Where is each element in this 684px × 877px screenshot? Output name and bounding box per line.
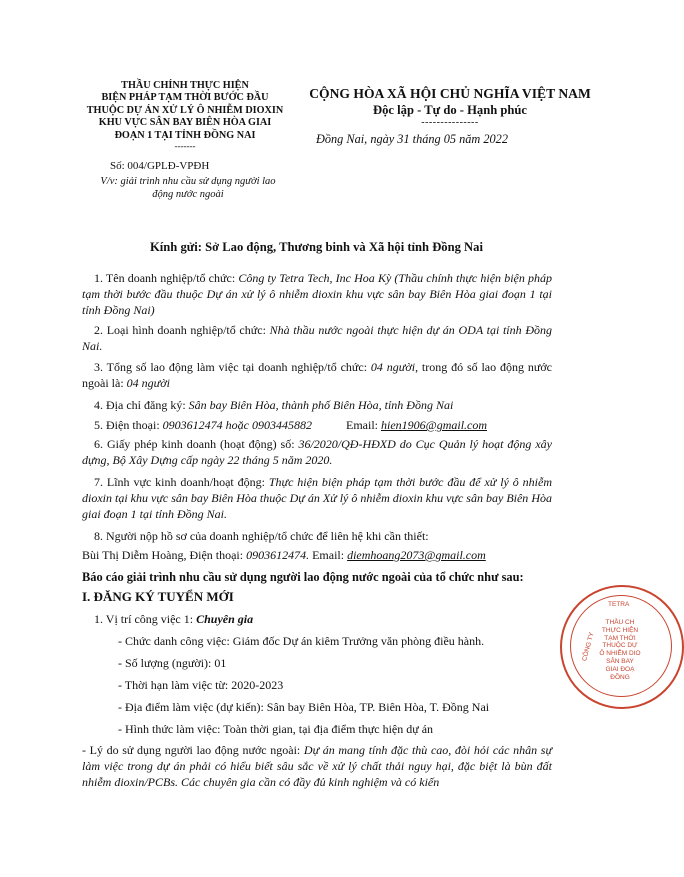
position-location: - Địa điểm làm việc (dự kiến): Sân bay Biên Hòa, TP. Biên Hòa, T. Đồng Nai [118, 700, 490, 714]
issuer-line: ĐOẠN 1 TẠI TỈNH ĐỒNG NAI [114, 129, 256, 141]
item-email [346, 417, 487, 433]
item-value: Nhà thầu nước ngoài thực hiện dự án ODA tại tỉnh Đồng Nai. [82, 323, 552, 354]
item-value: 36/2020/QĐ-HĐXD do Cục Quản lý hoạt động xây dựng, Bộ Xây Dựng cấp ngày 22 tháng 5 năm 2020. [82, 437, 552, 468]
item-label: 3. Tổng số lao động làm việc tại doanh nghiệp/tổ chức: [94, 360, 371, 374]
issuer-line: BIỆN PHÁP TẠM THỜI BƯỚC ĐẦU [101, 92, 269, 104]
item-address [94, 397, 453, 413]
issuer-line: KHU VỰC SÂN BAY BIÊN HÒA GIAI [98, 117, 272, 129]
seal-line: TẠM THỜI [604, 634, 636, 642]
item-value: Công ty Tetra Tech, Inc Hoa Kỳ (Thầu chính thực hiện biện pháp tạm thời bước đầu thuộc Dự án xử lý ô nhiễm dioxin khu vực sân bay Biên Hòa giai đoạn 1 tại tỉnh Đồng Nai) [82, 271, 552, 318]
item-value: Dự án mang tính đặc thù cao, đòi hỏi các nhân sự làm việc trong dự án phải có hiểu biết sâu sắc về xử lý chất thải nguy hại, đặc biệt là bùn đất nhiễm dioxin/PCBs. Các chuyên gia cần có đầy đủ kinh nghiệm và có kiến [82, 743, 552, 790]
seal-line: ĐỒNG [610, 673, 630, 681]
subject-line: động nước ngoài [152, 189, 224, 200]
item-label: 4. Địa chỉ đăng ký: [94, 398, 189, 412]
item-contact-heading: 8. Người nộp hồ sơ của doanh nghiệp/tổ chức để liên hệ khi cần thiết: [94, 529, 429, 543]
report-heading: Báo cáo giải trình nhu cầu sử dụng người lao động nước ngoài của tổ chức như sau: [82, 570, 524, 584]
section-title: I. ĐĂNG KÝ TUYỂN MỚI [82, 589, 234, 604]
seal-center-text [598, 619, 642, 681]
seal-line: Ô NHIỄM DIO [599, 650, 641, 658]
issuer-divider: ------- [174, 141, 196, 152]
item-value: Sân bay Biên Hòa, thành phố Biên Hòa, tỉnh Đồng Nai [188, 398, 454, 412]
item-business-field [82, 474, 552, 523]
item-label: - Lý do sử dụng người lao động nước ngoài: [82, 743, 304, 757]
email-link[interactable]: hien1906@gmail.com [381, 418, 488, 432]
item-phone [94, 417, 312, 433]
item-label: 2. Loại hình doanh nghiệp/tổ chức: [94, 323, 270, 337]
position-term: - Thời hạn làm việc từ: 2020-2023 [118, 678, 284, 692]
recipient-line: Kính gửi: Sở Lao động, Thương binh và Xã hội tỉnh Đồng Nai [150, 240, 483, 254]
subject-line: V/v: giải trình nhu cầu sử dụng người lao [100, 176, 276, 187]
seal-line: THẦU CH [605, 619, 635, 626]
seal-line: GIAI ĐOẠ [605, 665, 635, 673]
contact-name: Bùi Thị Diễm Hoàng, Điện thoại: [82, 548, 247, 562]
item-company-type [82, 322, 552, 354]
national-motto: Độc lập - Tự do - Hạnh phúc [373, 103, 527, 117]
document-subject [88, 175, 288, 201]
seal-arc-text: TETRA [608, 601, 630, 608]
company-seal [560, 585, 684, 709]
document-date: Đồng Nai, ngày 31 tháng 05 năm 2022 [316, 132, 508, 146]
reason-paragraph [82, 742, 552, 791]
position-quantity: - Số lượng (người): 01 [118, 656, 227, 670]
phone-numbers: 0903612474 hoặc 0903445882 [162, 418, 312, 432]
contact-phone: 0903612474. [246, 548, 310, 562]
item-value: Thực hiện biện pháp tạm thời bước đầu để xử lý ô nhiễm dioxin tại khu vực sân bay Biên Hòa thuộc Dự án Xử lý ô nhiễm dioxin khu vực sân bay Biên Hòa giai đoạn 1 tại tỉnh Đồng Nai. [82, 475, 552, 522]
position-value: Chuyên gia [196, 612, 254, 626]
item-value: 04 người [370, 360, 416, 374]
item-label: 5. Điện thoại: [94, 418, 163, 432]
seal-side-text: CÔNG TY [581, 631, 596, 662]
position-title: - Chức danh công việc: Giám đốc Dự án kiêm Trưởng văn phòng điều hành. [118, 634, 485, 648]
item-value: 04 người [126, 376, 170, 391]
item-label: 1. Tên doanh nghiệp/tổ chức: [94, 271, 239, 285]
position-work-type: - Hình thức làm việc: Toàn thời gian, tại địa điểm thực hiện dự án [118, 722, 434, 736]
seal-line: SÂN BAY [606, 657, 634, 665]
motto-divider: --------------- [421, 117, 479, 128]
item-label: 7. Lĩnh vực kinh doanh/hoạt động: [94, 475, 269, 489]
item-label: 1. Vị trí công việc 1: [94, 612, 197, 626]
issuer-line: THẦU CHÍNH THỰC HIỆN [121, 80, 249, 91]
issuer-line: THUỘC DỰ ÁN XỬ LÝ Ô NHIỄM DIOXIN [86, 104, 284, 116]
nation-title: CỘNG HÒA XÃ HỘI CHỦ NGHĨA VIỆT NAM [309, 86, 591, 101]
issuer-block [70, 80, 300, 151]
item-label: 6. Giấy phép kinh doanh (hoạt động) số: [94, 437, 299, 451]
item-label: , trong đó số lao động nước ngoài là: [82, 360, 552, 391]
seal-line: THỰC HIỆN [601, 626, 639, 634]
item-business-license [82, 436, 552, 468]
document-number: Số: 004/GPLĐ-VPĐH [110, 160, 210, 172]
item-employee-count [82, 359, 552, 391]
seal-line: THUỘC DỰ [602, 642, 638, 650]
position-heading [94, 611, 253, 627]
contact-email-link[interactable]: diemhoang2073@gmail.com [347, 548, 486, 562]
national-header [300, 86, 600, 128]
item-label: Email: [309, 548, 348, 562]
item-contact [82, 547, 486, 563]
item-label: Email: [346, 418, 381, 432]
item-company-name [82, 270, 552, 319]
